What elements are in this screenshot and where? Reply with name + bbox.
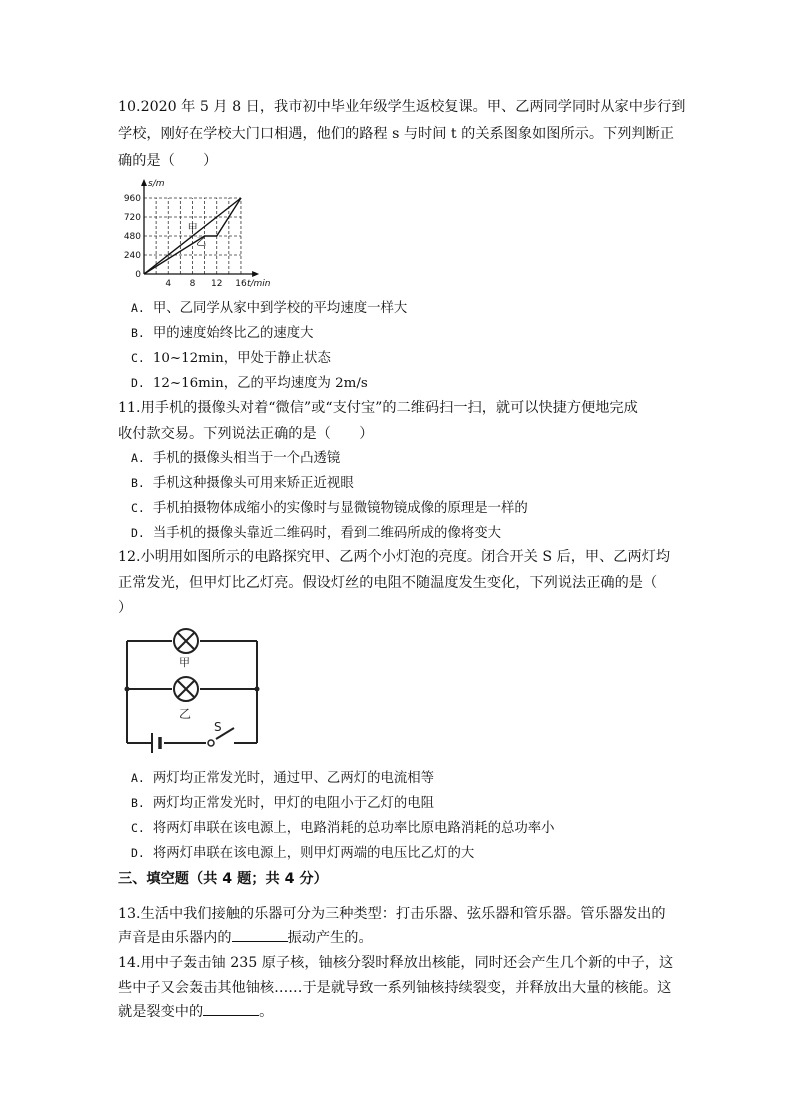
lamp-jia-icon xyxy=(174,629,198,653)
y-tick-label: 960 xyxy=(123,194,141,204)
q10-text-line1: 10.2020 年 5 月 8 日，我市初中毕业年级学生返校复课。甲、乙两同学同时从家中步行到 xyxy=(118,99,686,115)
q14-text-line2: 些中子又会轰击其他铀核……于是就导致一系列铀核持续裂变，并释放出大量的核能。这 xyxy=(118,980,672,996)
q10-option-b[interactable]: B. 甲的速度始终比乙的速度大 xyxy=(131,326,314,341)
x-tick-label: 12 xyxy=(210,279,223,289)
y-axis-arrow xyxy=(141,179,147,186)
x-tick-label: 8 xyxy=(189,279,196,289)
x-tick-label: 4 xyxy=(165,279,172,289)
section-heading: 三、填空题（共 4 题；共 4 分） xyxy=(118,871,328,887)
q12-text-line3: ） xyxy=(118,600,133,616)
q12-option-d[interactable]: D. 将两灯串联在该电源上，则甲灯两端的电压比乙灯的大 xyxy=(131,846,475,861)
lamp-yi-label: 乙 xyxy=(179,707,192,721)
distance-time-chart xyxy=(120,176,280,290)
q14-answer-blank[interactable] xyxy=(203,1003,259,1016)
q14-text-line3: 就是裂变中的 。 xyxy=(118,1004,274,1020)
y-axis-label: s/m xyxy=(148,179,165,189)
y-tick-label: 0 xyxy=(135,270,141,280)
q13-text-line1: 13.生活中我们接触的乐器可分为三种类型：打击乐器、弦乐器和管乐器。管乐器发出的 xyxy=(118,906,666,922)
q11-text-line2: 收付款交易。下列说法正确的是（ ） xyxy=(118,426,374,442)
q13-text-line2: 声音是由乐器内的 振动产生的。 xyxy=(118,930,373,946)
series-label-yi: 乙 xyxy=(196,237,207,249)
junction-left xyxy=(125,687,130,692)
q10-text-line3: 确的是（ ） xyxy=(118,153,218,169)
series-label-jia: 甲 xyxy=(187,223,198,235)
q14-text-line1: 14.用中子轰击铀 235 原子核，铀核分裂时释放出核能，同时还会产生几个新的中子，这 xyxy=(118,955,674,971)
q12-text-line1: 12.小明用如图所示的电路探究甲、乙两个小灯泡的亮度。闭合开关 S 后，甲、乙两灯均 xyxy=(118,549,671,565)
lamp-jia-label: 甲 xyxy=(179,656,190,669)
junction-right xyxy=(255,687,260,692)
switch-label: S xyxy=(214,720,222,734)
q12-option-c[interactable]: C. 将两灯串联在该电源上，电路消耗的总功率比原电路消耗的总功率小 xyxy=(131,821,555,836)
x-tick-label: 16 xyxy=(235,279,247,289)
q12-text-line2: 正常发光，但甲灯比乙灯亮。假设灯丝的电阻不随温度发生变化，下列说法正确的是（ xyxy=(118,575,658,591)
lamp-yi-icon xyxy=(174,677,198,701)
q12-option-a[interactable]: A. 两灯均正常发光时，通过甲、乙两灯的电流相等 xyxy=(131,771,435,786)
q13-answer-blank[interactable] xyxy=(232,929,288,942)
q10-option-a[interactable]: A. 甲、乙同学从家中到学校的平均速度一样大 xyxy=(131,301,408,316)
q11-option-b[interactable]: B. 手机这种摄像头可用来矫正近视眼 xyxy=(131,476,354,491)
x-axis-arrow xyxy=(252,271,259,277)
y-tick-label: 720 xyxy=(123,213,141,223)
x-axis-label: t/min xyxy=(246,279,271,289)
q12-option-b[interactable]: B. 两灯均正常发光时，甲灯的电阻小于乙灯的电阻 xyxy=(131,796,435,811)
q11-option-c[interactable]: C. 手机拍摄物体成缩小的实像时与显微镜物镜成像的原理是一样的 xyxy=(131,501,528,516)
switch-pivot xyxy=(208,740,214,746)
circuit-diagram xyxy=(118,626,268,754)
q10-option-d[interactable]: D. 12~16min，乙的平均速度为 2m/s xyxy=(131,376,368,391)
y-tick-label: 240 xyxy=(123,251,141,261)
q11-text-line1: 11.用手机的摄像头对着“微信”或“支付宝”的二维码扫一扫，就可以快捷方便地完成 xyxy=(118,400,638,416)
y-tick-label: 480 xyxy=(123,232,141,242)
q10-option-c[interactable]: C. 10~12min，甲处于静止状态 xyxy=(131,351,331,366)
q11-option-a[interactable]: A. 手机的摄像头相当于一个凸透镜 xyxy=(131,451,341,466)
battery-icon xyxy=(152,733,160,753)
q11-option-d[interactable]: D. 当手机的摄像头靠近二维码时，看到二维码所成的像将变大 xyxy=(131,526,502,541)
q10-text-line2: 学校，刚好在学校大门口相遇，他们的路程 s 与时间 t 的关系图象如图所示。下列判断正 xyxy=(118,126,674,142)
